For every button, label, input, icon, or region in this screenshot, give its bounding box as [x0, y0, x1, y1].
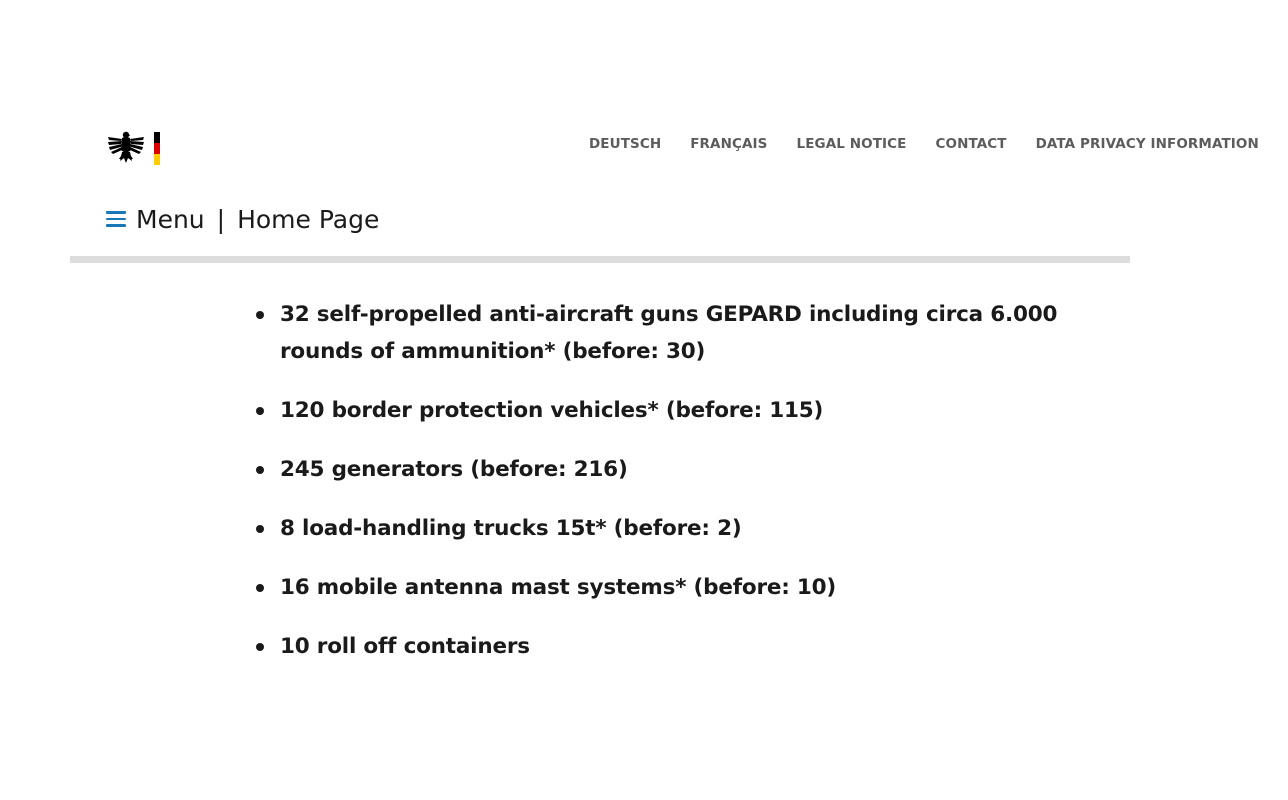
- list-item: [255, 296, 1125, 370]
- bullet-icon: [256, 584, 264, 592]
- bullet-icon: [256, 643, 264, 651]
- bullet-icon: [256, 311, 264, 319]
- list-item: [255, 569, 1125, 606]
- breadcrumb-separator: |: [216, 204, 226, 234]
- bullet-icon: [256, 525, 264, 533]
- german-flag-icon: [154, 132, 160, 165]
- delivery-list: [255, 296, 1125, 665]
- breadcrumb-home-link[interactable]: Home Page: [237, 204, 380, 234]
- list-item: [255, 392, 1125, 429]
- meta-navigation: [589, 136, 1259, 154]
- list-item-text: 245 generators (before: 216): [280, 457, 628, 482]
- bullet-icon: [256, 466, 264, 474]
- federal-eagle-icon: [106, 128, 146, 168]
- nav-link-francais[interactable]: FRANÇAIS: [690, 136, 768, 152]
- list-item-text: 120 border protection vehicles* (before: 115): [280, 398, 824, 423]
- nav-link-legal-notice[interactable]: LEGAL NOTICE: [796, 136, 907, 152]
- header-divider: [70, 256, 1130, 263]
- list-item-text: 32 self-propelled anti-aircraft guns GEPARD including circa 6.000 rounds of ammunition* (before: 30): [280, 302, 1058, 364]
- list-item-text: 16 mobile antenna mast systems* (before: 10): [280, 575, 837, 600]
- main-content: [255, 296, 1125, 687]
- nav-link-deutsch[interactable]: DEUTSCH: [589, 136, 662, 152]
- list-item-text: 10 roll off containers: [280, 634, 530, 659]
- list-item: [255, 628, 1125, 665]
- menu-bar: [106, 200, 379, 238]
- site-header: [70, 0, 1259, 263]
- logo-link[interactable]: [106, 128, 166, 168]
- list-item-text: 8 load-handling trucks 15t* (before: 2): [280, 516, 742, 541]
- nav-link-data-privacy[interactable]: DATA PRIVACY INFORMATION: [1035, 136, 1259, 152]
- hamburger-menu-icon[interactable]: [106, 211, 126, 227]
- list-item: [255, 451, 1125, 488]
- list-item: [255, 510, 1125, 547]
- nav-link-contact[interactable]: CONTACT: [935, 136, 1007, 152]
- menu-button[interactable]: Menu: [136, 204, 205, 234]
- bullet-icon: [256, 407, 264, 415]
